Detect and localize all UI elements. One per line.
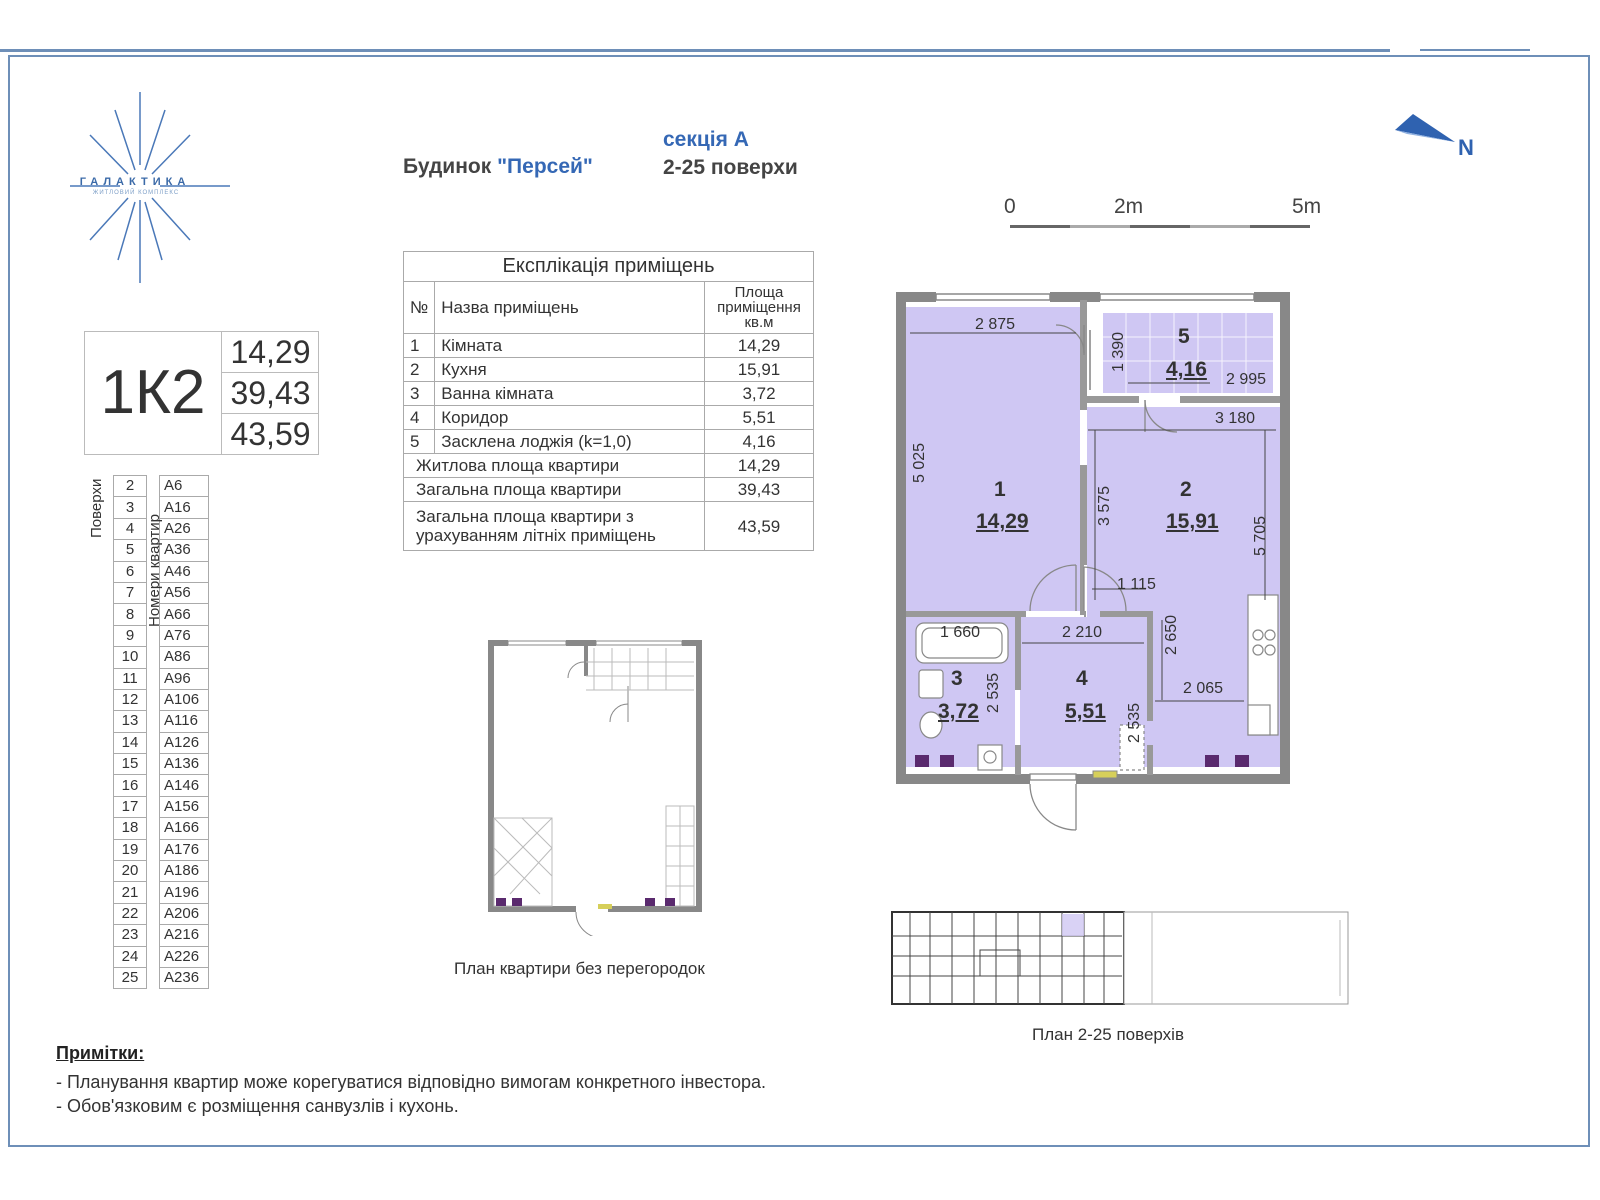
dim-label: 3 575	[1096, 485, 1113, 526]
room-1-number: 1	[994, 478, 1006, 501]
room-area: 14,29	[705, 334, 814, 358]
apartment-number: А126	[160, 732, 209, 753]
apartment-number: А206	[160, 903, 209, 924]
room-no: 5	[404, 430, 435, 454]
floor-number: 4	[114, 518, 147, 539]
col-name-header: Назва приміщень	[435, 282, 705, 334]
apartment-number: А76	[160, 625, 209, 646]
dim-label: 2 065	[1183, 680, 1224, 697]
floor-number: 13	[114, 711, 147, 732]
section-label: секція А	[663, 128, 749, 151]
dim-label: 1 115	[1117, 576, 1156, 593]
apartment-number: А66	[160, 604, 209, 625]
apartment-number: А96	[160, 668, 209, 689]
room-2-area: 15,91	[1166, 510, 1219, 533]
building-name: "Персей"	[497, 155, 593, 178]
floor-number: 10	[114, 647, 147, 668]
floor-number: 25	[114, 967, 147, 988]
apartment-number: А46	[160, 561, 209, 582]
floor-number: 9	[114, 625, 147, 646]
dim-label: 5 705	[1252, 515, 1269, 556]
dim-label: 2 995	[1226, 371, 1267, 388]
area-living: 14,29	[222, 332, 319, 373]
room-name: Коридор	[435, 406, 705, 430]
open-plan-caption: План квартири без перегородок	[454, 959, 705, 978]
total-summer-label: Загальна площа квартири з урахуванням літніх приміщень	[404, 502, 705, 551]
room-3-number: 3	[951, 667, 963, 690]
floor-number: 2	[114, 476, 147, 497]
apartment-number: А136	[160, 754, 209, 775]
compass-north-label: N	[1458, 135, 1474, 160]
apartment-type: 1К2	[100, 358, 206, 427]
apartment-number: А236	[160, 967, 209, 988]
floor-number: 12	[114, 689, 147, 710]
scale-label-2m: 2m	[1114, 195, 1144, 218]
floor-number: 17	[114, 796, 147, 817]
floor-number: 24	[114, 946, 147, 967]
floor-number: 21	[114, 882, 147, 903]
floor-number: 14	[114, 732, 147, 753]
explication-title: Експлікація приміщень	[404, 252, 814, 282]
dim-label: 1 660	[940, 624, 981, 641]
room-5-area: 4,16	[1166, 358, 1207, 381]
floor-number: 5	[114, 540, 147, 561]
room-area: 15,91	[705, 358, 814, 382]
note-item: - Планування квартир може корегуватися відповідно вимогам конкретного інвестора.	[56, 1072, 766, 1092]
floor-number: 22	[114, 903, 147, 924]
dim-label: 5 025	[911, 442, 928, 483]
floors-col-header: Поверхи	[88, 478, 105, 538]
room-5-number: 5	[1178, 325, 1190, 348]
apartment-number: А6	[160, 476, 209, 497]
apartment-number: А176	[160, 839, 209, 860]
apartment-number: А166	[160, 818, 209, 839]
apartment-number: А196	[160, 882, 209, 903]
room-name: Засклена лоджія (k=1,0)	[435, 430, 705, 454]
apartment-number: А26	[160, 518, 209, 539]
apartment-number: А56	[160, 582, 209, 603]
apartments-col-header: Номери квартир	[146, 513, 163, 627]
area-total: 39,43	[222, 373, 319, 414]
room-name: Кухня	[435, 358, 705, 382]
apartment-number: А226	[160, 946, 209, 967]
building-label: Будинок	[403, 155, 492, 178]
dim-label: 2 535	[1126, 702, 1143, 743]
room-name: Ванна кімната	[435, 382, 705, 406]
room-area: 5,51	[705, 406, 814, 430]
floor-number: 6	[114, 561, 147, 582]
room-3-area: 3,72	[938, 700, 979, 723]
notes-title: Примітки:	[56, 1043, 145, 1063]
room-area: 3,72	[705, 382, 814, 406]
dim-label: 2 650	[1163, 614, 1180, 655]
room-no: 4	[404, 406, 435, 430]
apartment-number: А116	[160, 711, 209, 732]
apartment-number: А36	[160, 540, 209, 561]
room-1-area: 14,29	[976, 510, 1029, 533]
room-1-fill	[906, 307, 1080, 611]
area-total-summer: 43,59	[230, 416, 311, 452]
dim-label: 2 875	[975, 316, 1016, 333]
apartment-number: А156	[160, 796, 209, 817]
floor-plan-caption: План 2-25 поверхів	[1032, 1025, 1184, 1044]
floor-number: 18	[114, 818, 147, 839]
floor-number: 16	[114, 775, 147, 796]
apartment-number: А106	[160, 689, 209, 710]
total-area-value: 39,43	[705, 478, 814, 502]
dim-label: 1 390	[1110, 331, 1127, 372]
apartment-number: А16	[160, 497, 209, 518]
open-plan-drawing	[480, 636, 710, 936]
dim-label: 3 180	[1215, 410, 1256, 427]
note-item: - Обов'язковим є розміщення санвузлів і кухонь.	[56, 1096, 459, 1116]
logo-name: ГАЛАКТИКА	[79, 176, 191, 188]
living-area-label: Житлова площа квартири	[404, 454, 705, 478]
ventilation-grille	[1093, 771, 1117, 778]
room-4-area: 5,51	[1065, 700, 1106, 723]
floor-number: 11	[114, 668, 147, 689]
building-key-plan	[890, 910, 1355, 1008]
room-no: 1	[404, 334, 435, 358]
room-area: 4,16	[705, 430, 814, 454]
floor-number: 7	[114, 582, 147, 603]
living-area-value: 14,29	[705, 454, 814, 478]
room-no: 3	[404, 382, 435, 406]
apartment-number: А146	[160, 775, 209, 796]
col-area-header: Площа приміщення кв.м	[705, 282, 814, 334]
room-name: Кімната	[435, 334, 705, 358]
room-2-number: 2	[1180, 478, 1192, 501]
total-summer-value: 43,59	[705, 502, 814, 551]
room-no: 2	[404, 358, 435, 382]
apartment-number: А186	[160, 861, 209, 882]
floor-number: 3	[114, 497, 147, 518]
logo-subtitle: ЖИТЛОВИЙ КОМПЛЕКС	[92, 190, 180, 196]
scale-label-5m: 5m	[1292, 195, 1322, 218]
room-4-number: 4	[1076, 667, 1088, 690]
floors-label: 2-25 поверхи	[663, 156, 798, 179]
floor-number: 8	[114, 604, 147, 625]
floor-number: 19	[114, 839, 147, 860]
floor-number: 15	[114, 754, 147, 775]
total-area-label: Загальна площа квартири	[404, 478, 705, 502]
apartment-number: А216	[160, 925, 209, 946]
floor-number: 20	[114, 861, 147, 882]
dim-label: 2 535	[985, 672, 1002, 713]
col-no-header: №	[404, 282, 435, 334]
dim-label: 2 210	[1062, 624, 1103, 641]
floor-number: 23	[114, 925, 147, 946]
apartment-number: А86	[160, 647, 209, 668]
scale-label-0: 0	[1004, 195, 1016, 218]
